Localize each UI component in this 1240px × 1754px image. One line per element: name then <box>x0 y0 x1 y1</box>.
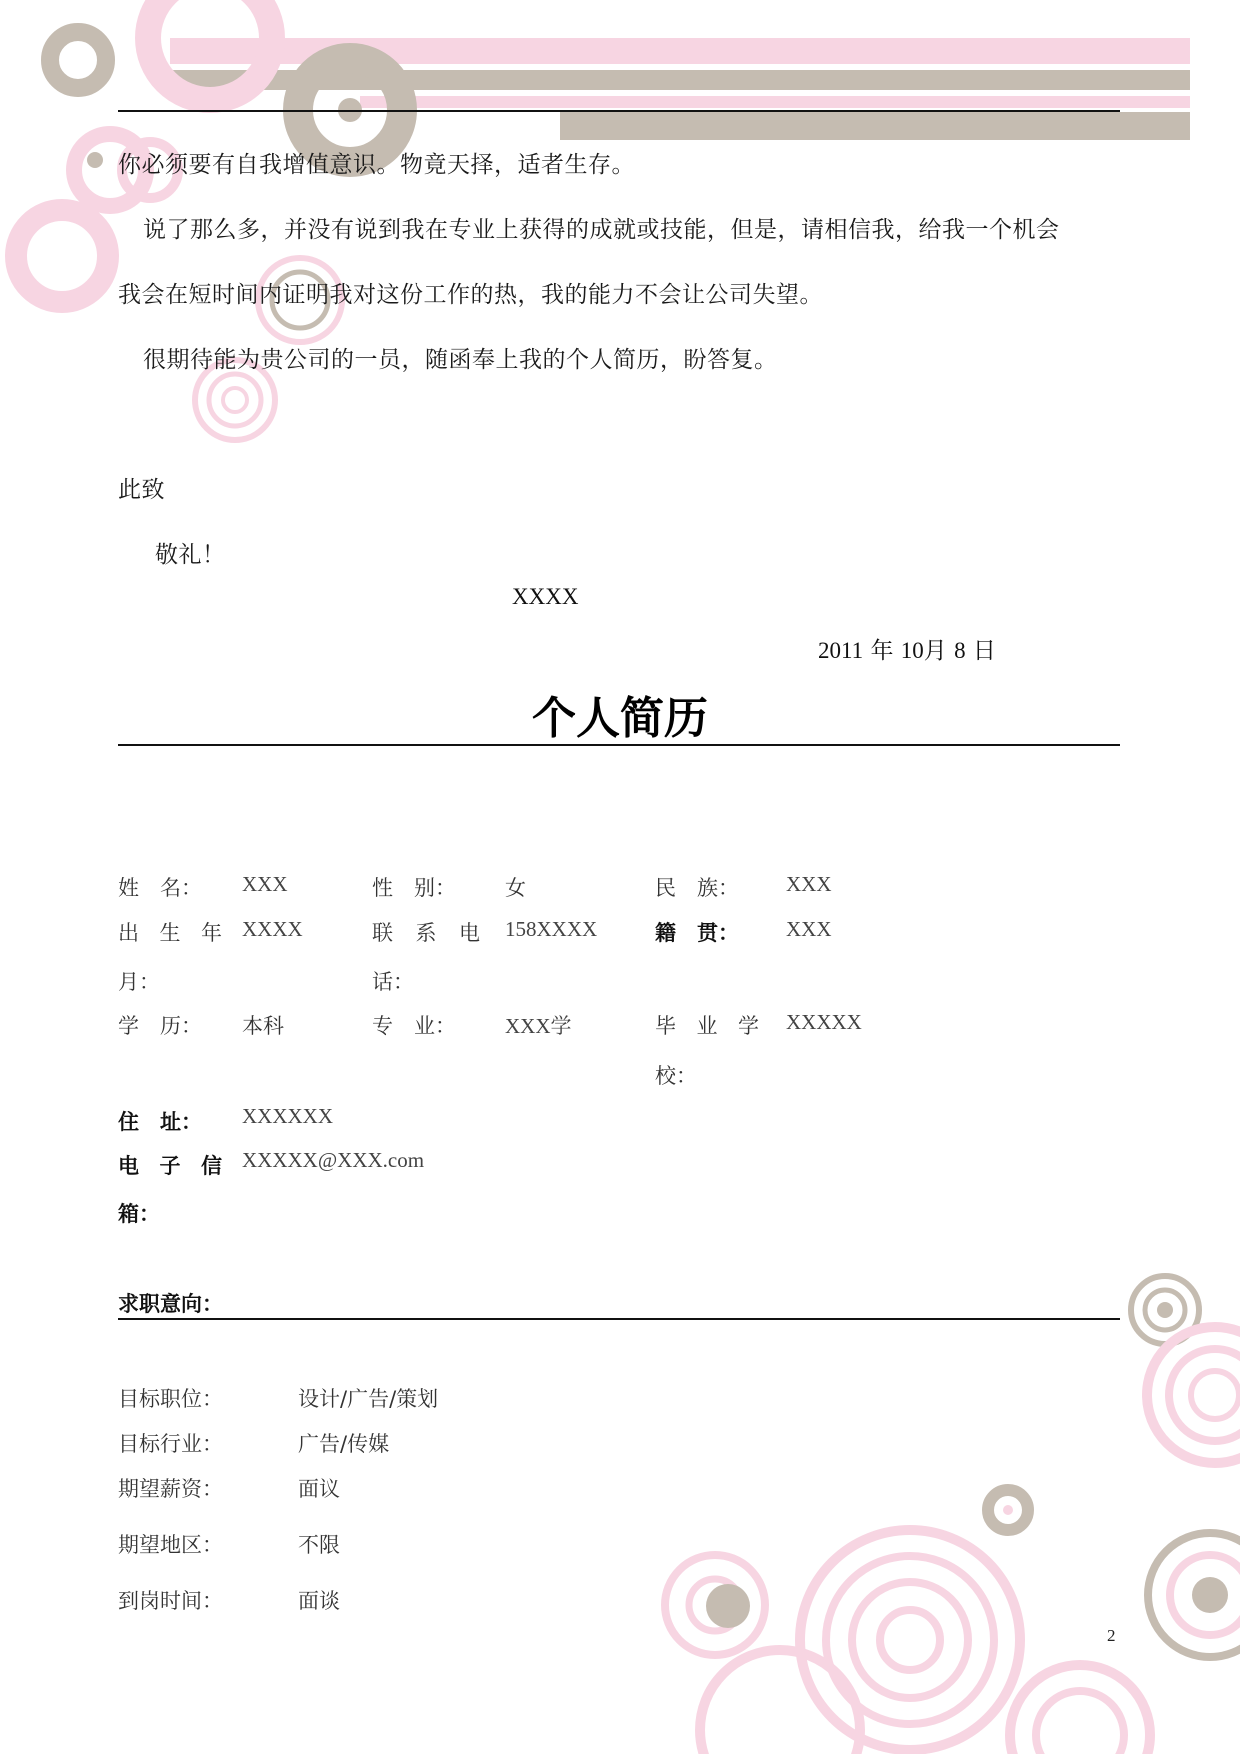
target-position-label: 目标职位： <box>118 1387 223 1411</box>
resume-title-rule <box>118 744 1120 746</box>
ethnicity-value: XXX <box>786 872 832 896</box>
major-label: 专 业： <box>372 1014 456 1038</box>
address-label: 住 址： <box>118 1110 202 1134</box>
school-value: XXXXX <box>786 1010 862 1034</box>
name-label: 姓 名： <box>118 876 202 900</box>
email-label-line-1: 电子信 <box>118 1154 222 1178</box>
major-value-cn: 学 <box>550 1014 572 1038</box>
birth-label-line-2: 月： <box>118 970 160 994</box>
target-industry-label: 目标行业： <box>118 1432 223 1456</box>
start-date-value: 面谈 <box>298 1589 340 1613</box>
school-label-line-1: 毕业学 <box>655 1014 759 1038</box>
letter-paragraph-1: 你必须要有自我增值意识。物竟天择，适者生存。 <box>118 152 635 178</box>
job-intention-heading: 求职意向： <box>118 1292 223 1316</box>
major-value <box>505 1010 572 1040</box>
expected-salary-value: 面议 <box>298 1477 340 1501</box>
letter-signature: XXXX <box>512 584 579 609</box>
letter-salute: 敬礼！ <box>155 542 226 568</box>
expected-salary-label: 期望薪资： <box>118 1477 223 1501</box>
date-year-unit: 年 <box>870 638 894 664</box>
native-place-value: XXX <box>786 917 832 941</box>
date-year: 2011 <box>818 638 864 663</box>
letter-paragraph-3: 很期待能为贵公司的一员，随函奉上我的个人简历，盼答复。 <box>143 347 778 373</box>
phone-label-line-2: 话： <box>372 970 414 994</box>
email-label-line-2: 箱： <box>118 1202 160 1226</box>
start-date-label: 到岗时间： <box>118 1589 223 1613</box>
header-rule <box>118 110 1120 112</box>
letter-date <box>818 632 996 665</box>
target-position-value: 设计/广告/策划 <box>298 1387 439 1411</box>
birth-value: XXXX <box>242 917 303 941</box>
major-value-latin: XXX <box>505 1014 551 1038</box>
native-place-label: 籍 贯： <box>655 921 739 945</box>
phone-label-line-1: 联系电 <box>372 921 480 945</box>
date-day-unit: 日 <box>972 638 996 664</box>
letter-closing: 此致 <box>118 477 165 503</box>
school-label-line-2: 校： <box>655 1064 697 1088</box>
ethnicity-label: 民 族： <box>655 876 739 900</box>
job-intention-rule <box>118 1318 1120 1320</box>
education-label: 学 历： <box>118 1014 202 1038</box>
gender-value: 女 <box>505 876 526 900</box>
gender-label: 性 别： <box>372 876 456 900</box>
phone-value: 158XXXX <box>505 917 598 941</box>
page-number: 2 <box>1107 1626 1116 1645</box>
letter-paragraph-2-line-1: 说了那么多，并没有说到我在专业上获得的成就或技能，但是，请相信我，给我一个机会 <box>143 217 1060 243</box>
target-industry-value: 广告/传媒 <box>298 1432 390 1456</box>
letter-paragraph-2-line-2: 我会在短时间内证明我对这份工作的热，我的能力不会让公司失望。 <box>118 282 823 308</box>
date-month-unit: 月 <box>923 638 947 664</box>
date-month: 10 <box>900 638 924 663</box>
expected-region-value: 不限 <box>298 1533 340 1557</box>
resume-title: 个人简历 <box>532 693 708 744</box>
name-value: XXX <box>242 872 288 896</box>
birth-label-line-1: 出生年 <box>118 921 222 945</box>
email-value: XXXXX@XXX.com <box>242 1148 425 1172</box>
expected-region-label: 期望地区： <box>118 1533 223 1557</box>
address-value: XXXXXX <box>242 1104 333 1128</box>
date-day: 8 <box>954 638 966 663</box>
education-value: 本科 <box>242 1014 284 1038</box>
